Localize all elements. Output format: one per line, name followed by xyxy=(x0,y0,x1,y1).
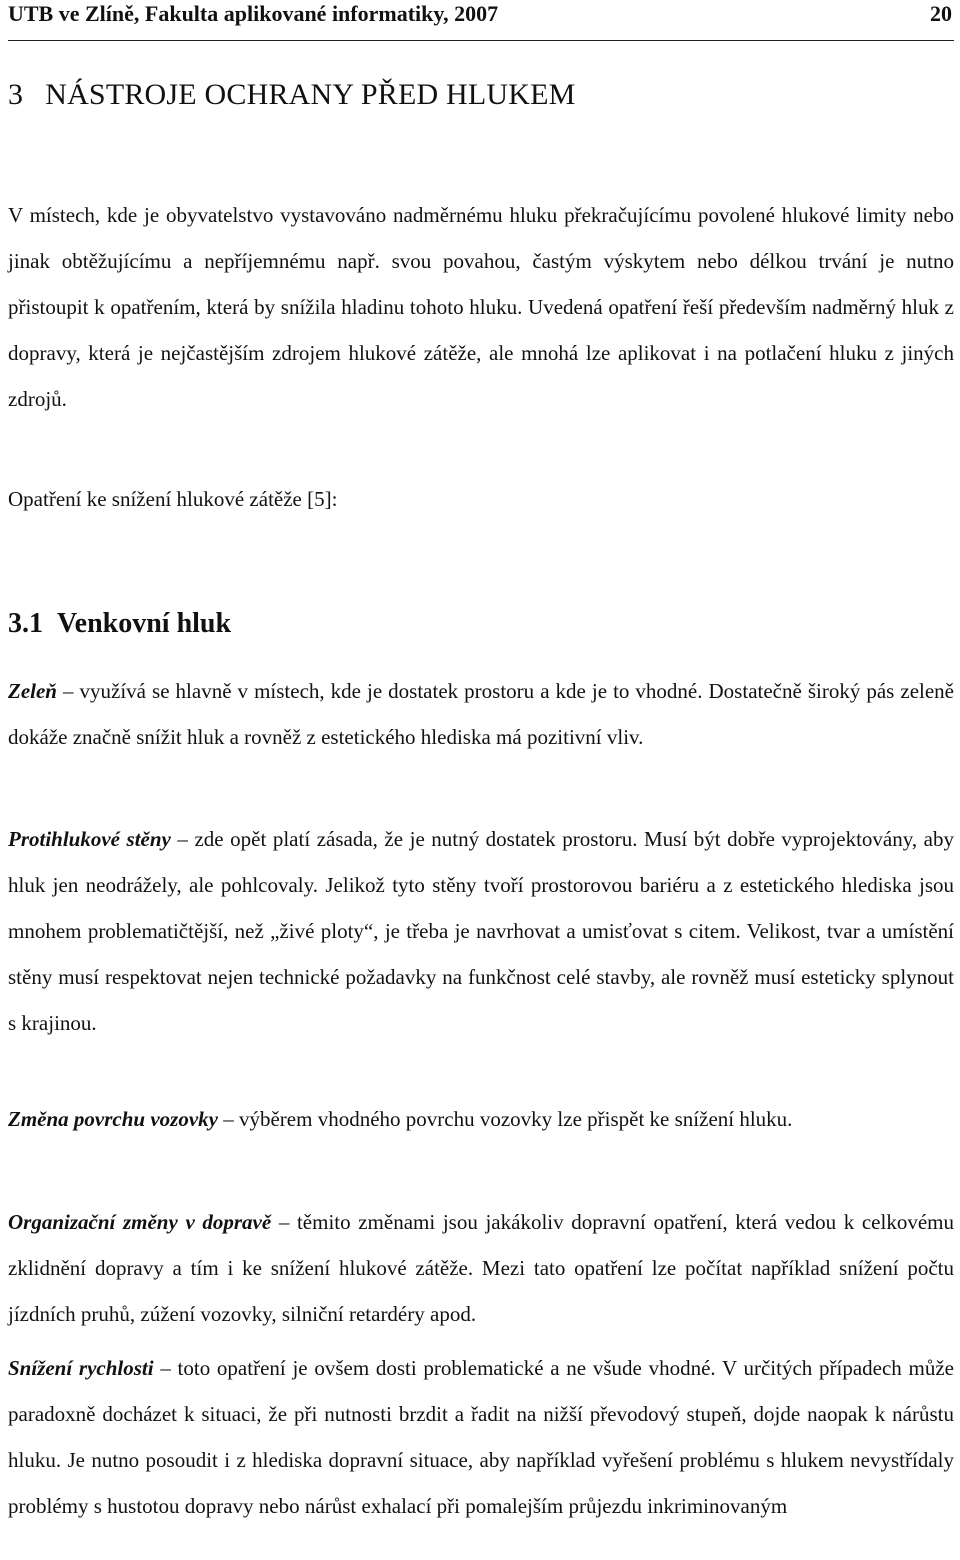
intro-paragraph: V místech, kde je obyvatelstvo vystavováno nadměrnému hluku překračujícímu povolené hlukové limity nebo jinak obtěžujícímu a nepříjemnému např. svou povahou, častým výskytem nebo délkou trvání je nutno přistoupit k opatřením, která by snížila hladinu tohoto hluku. Uvedená opatření řeší především nadměrný hluk z dopravy, která je nejčastějším zdrojem hlukové zátěže, ale mnohá lze aplikovat i na potlačení hluku z jiných zdrojů. xyxy=(8,203,954,411)
term-greenery: Zeleň xyxy=(8,679,57,703)
paragraph-traffic-changes xyxy=(8,1199,954,1337)
paragraph-greenery xyxy=(8,668,954,760)
page-number: 20 xyxy=(930,1,952,26)
paragraph-road-surface xyxy=(8,1096,954,1142)
page-header xyxy=(8,0,954,41)
measures-intro: Opatření ke snížení hlukové zátěže [5]: xyxy=(8,487,338,511)
section-heading xyxy=(8,608,231,640)
text-road-surface: – výběrem vhodného povrchu vozovky lze přispět ke snížení hluku. xyxy=(217,1107,793,1131)
chapter-title: NÁSTROJE OCHRANY PŘED HLUKEM xyxy=(45,78,576,111)
paragraph-noise-walls xyxy=(8,816,954,1046)
text-noise-walls: – zde opět platí zásada, že je nutný dostatek prostoru. Musí být dobře vyprojektovány, aby hluk jen neodrážely, ale pohlcovaly. Jelikož tyto stěny tvoří prostorovou bariéru a z estetického hlediska jsou mnohem problematičtější, než „živé ploty“, je třeba je navrhovat a umisťovat s citem. Velikost, tvar a umístění stěny musí respektovat nejen technické požadavky na funkčnost celé stavby, ale rovněž musí esteticky splynout s krajinou. xyxy=(8,827,954,1035)
paragraph-speed-reduction xyxy=(8,1345,954,1529)
document-page xyxy=(8,0,954,1518)
text-traffic-changes: – těmito změnami jsou jakákoliv dopravní opatření, která vedou k celkovému zklidnění dopravy a tím i ke snížení hlukové zátěže. Mezi tato opatření lze počítat například snížení počtu jízdních pruhů, zúžení vozovky, silniční retardéry apod. xyxy=(8,1210,954,1326)
chapter-number: 3 xyxy=(8,78,24,111)
term-road-surface: Změna povrchu vozovky xyxy=(8,1107,218,1131)
term-traffic-changes: Organizační změny v dopravě xyxy=(8,1210,272,1234)
text-greenery: – využívá se hlavně v místech, kde je dostatek prostoru a kde je to vhodné. Dostatečně široký pás zeleně dokáže značně snížit hluk a rovněž z estetického hlediska má pozitivní vliv. xyxy=(8,679,954,749)
section-number: 3.1 xyxy=(8,608,43,639)
header-title: UTB ve Zlíně, Fakulta aplikované informatiky, 2007 xyxy=(8,1,499,26)
section-title: Venkovní hluk xyxy=(57,608,232,639)
term-noise-walls: Protihlukové stěny xyxy=(8,827,171,851)
term-speed-reduction: Snížení rychlosti xyxy=(8,1356,154,1380)
chapter-heading xyxy=(8,78,576,112)
text-speed-reduction: – toto opatření je ovšem dosti problematické a ne všude vhodné. V určitých případech může paradoxně docházet k situaci, že při nutnosti brzdit a řadit na nižší převodový stupeň, dojde naopak k nárůstu hluku. Je nutno posoudit i z hlediska dopravní situace, aby například vyřešení problému s hlukem nevystřídaly problémy s hustotou dopravy nebo nárůst exhalací při pomalejším průjezdu inkriminovaným xyxy=(8,1356,954,1518)
